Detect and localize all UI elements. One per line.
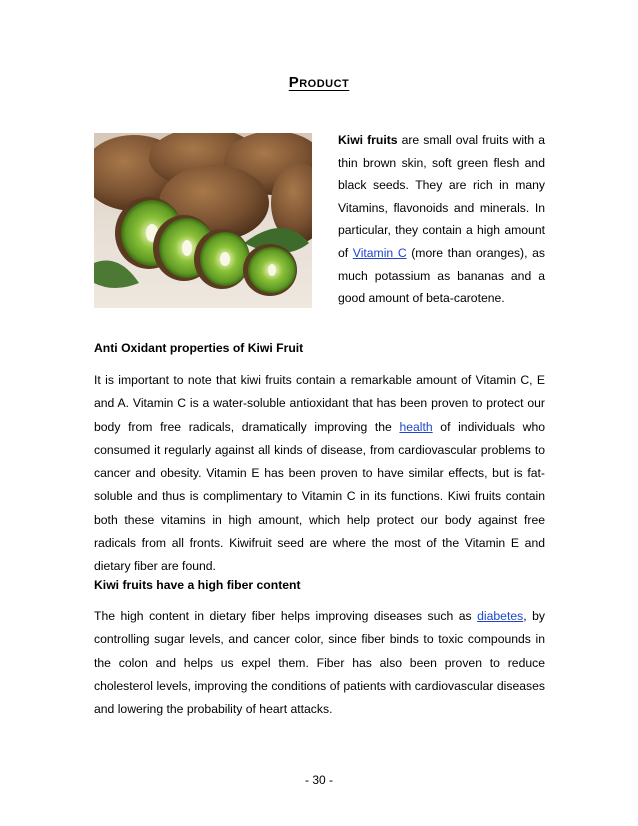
intro-text-1: are small oval fruits with a thin brown skin, soft green flesh and black seeds. They are rich in many Vitamins, flavonoids and minerals. In particular, they contain a high amount of xyxy=(338,133,545,260)
fiber-text-1: The high content in dietary fiber helps improving diseases such as xyxy=(94,609,478,623)
antioxidant-paragraph xyxy=(94,369,545,579)
kiwi-fruit-illustration xyxy=(94,133,312,308)
kiwi-fruit-photo xyxy=(94,133,312,308)
section-heading-fiber: Kiwi fruits have a high fiber content xyxy=(94,578,301,592)
fiber-paragraph xyxy=(94,605,545,721)
antioxidant-text-2: of individuals who consumed it regularly against all kinds of disease, from cardiovascular problems to cancer and obesity. Vitamin E has been proven to have similar effects, but is fat-soluble and thus is complimentary to Vitamin C in its functions. Kiwi fruits contain both these vitamins in high amount, which help protect our body against free radicals from all fronts. Kiwifruit seed are where the most of the Vitamin E and dietary fiber are found. xyxy=(94,419,545,574)
page-number: - 30 - xyxy=(304,773,333,787)
intro-text-2: (more than oranges), as much potassium as bananas and a good amount of beta-carotene. xyxy=(338,245,545,306)
intro-paragraph xyxy=(338,129,545,310)
health-link[interactable]: health xyxy=(399,419,433,434)
section-heading-antioxidant: Anti Oxidant properties of Kiwi Fruit xyxy=(94,341,304,355)
vitamin-c-link[interactable]: Vitamin C xyxy=(352,245,407,260)
antioxidant-text-1: It is important to note that kiwi fruits contain a remarkable amount of Vitamin C, E and A. Vitamin C is a water-soluble antioxidant that has been proven to protect our body from free radicals, dramatically improving the xyxy=(94,373,545,434)
page-title: Product xyxy=(288,74,350,91)
intro-lead: Kiwi fruits xyxy=(338,133,398,147)
diabetes-link[interactable]: diabetes xyxy=(477,609,524,623)
fiber-text-2: , by controlling sugar levels, and cancer color, since fiber binds to toxic compounds in the colon and helps us expel them. Fiber has also been proven to reduce cholesterol levels, improving the conditions of patients with cardiovascular diseases and lowering the probability of heart attacks. xyxy=(94,609,545,717)
